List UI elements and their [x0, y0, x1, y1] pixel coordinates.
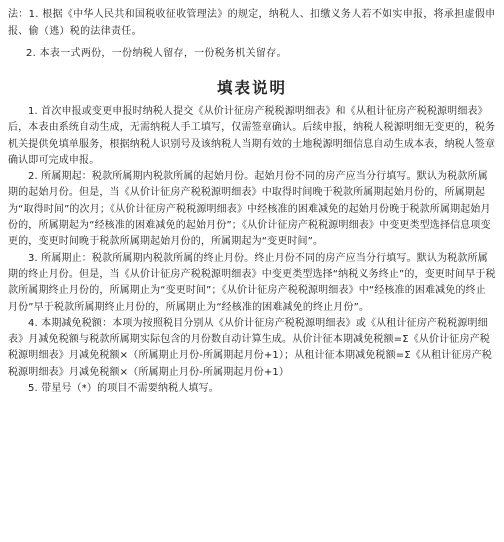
instruction-list [8, 104, 496, 397]
instruction-item-4: 4. 本期减免税额：本项为按照税目分别从《从价计征房产税税源明细表》或《从租计征房产税税源明细表》月减免税额与税款所属期实际包含的月份数自动计算生成。从价计征本期减免税额=Σ《从价计征房产税税源明细表》月减免税额×（所属期止月份-所属期起月份+1）；从租计征本期减免税额=Σ《从租计征房产税税源明细表》月减免税额×（所属期止月份-所属期起月份+1） [8, 317, 492, 378]
notes-section [8, 6, 496, 62]
page-title: 填表说明 [216, 79, 287, 97]
instruction-item-2: 2. 所属期起：税款所属期内税款所属的起始月份。起始月份不同的房产应当分行填写。默认为税款所属期的起始月份。但是，当《从价计征房产税税源明细表》中取得时间晚于税款所属期起始月份的，所属期起为“取得时间”的次月；《从价计征房产税税源明细表》中经核准的困难减免的起始月份晚于税款所属期起始月份的，所属期起为“经核准的困难减免的起始月份”；《从价计征房产税税源明细表》中变更类型选择信息项变更的，变更时间晚于税款所属期起始月份的，所属期起为“变更时间”。 [8, 171, 491, 248]
instruction-item-5: 5. 带星号（*）的项目不需要纳税人填写。 [28, 383, 219, 395]
instruction-item-1: 1. 首次申报或变更申报时纳税人提交《从价计征房产税税源明细表》和《从租计征房产税税源明细表》后，本表由系统自动生成，无需纳税人手工填写，仅需签章确认。后续申报，纳税人税源明细无变更的，税务机关提供免填单服务，根据纳税人识别号及该纳税人当期有效的土地税源明细信息自动生成本表，纳税人签章确认即可完成申报。 [8, 106, 496, 166]
note-legal-liability: 法：1. 根据《中华人民共和国税收征收管理法》的规定，纳税人、扣缴义务人若不如实申报，将承担虚假申报、偷（逃）税的法律责任。 [8, 9, 496, 37]
instruction-item-3: 3. 所属期止：税款所属期内税款所属的终止月份。终止月份不同的房产应当分行填写。默认为税款所属期的终止月份。但是，当《从价计征房产税税源明细表》中变更类型选择“纳税义务终止”的，变更时间早于税款所属期终止月份的，所属期止为“变更时间”；《从价计征房产税税源明细表》中“经核准的困难减免的终止月份”早于税款所属期终止月份的，所属期止为“经核准的困难减免的终止月份”。 [8, 252, 496, 313]
note-copies: 2. 本表一式两份，一份纳税人留存，一份税务机关留存。 [26, 48, 287, 59]
